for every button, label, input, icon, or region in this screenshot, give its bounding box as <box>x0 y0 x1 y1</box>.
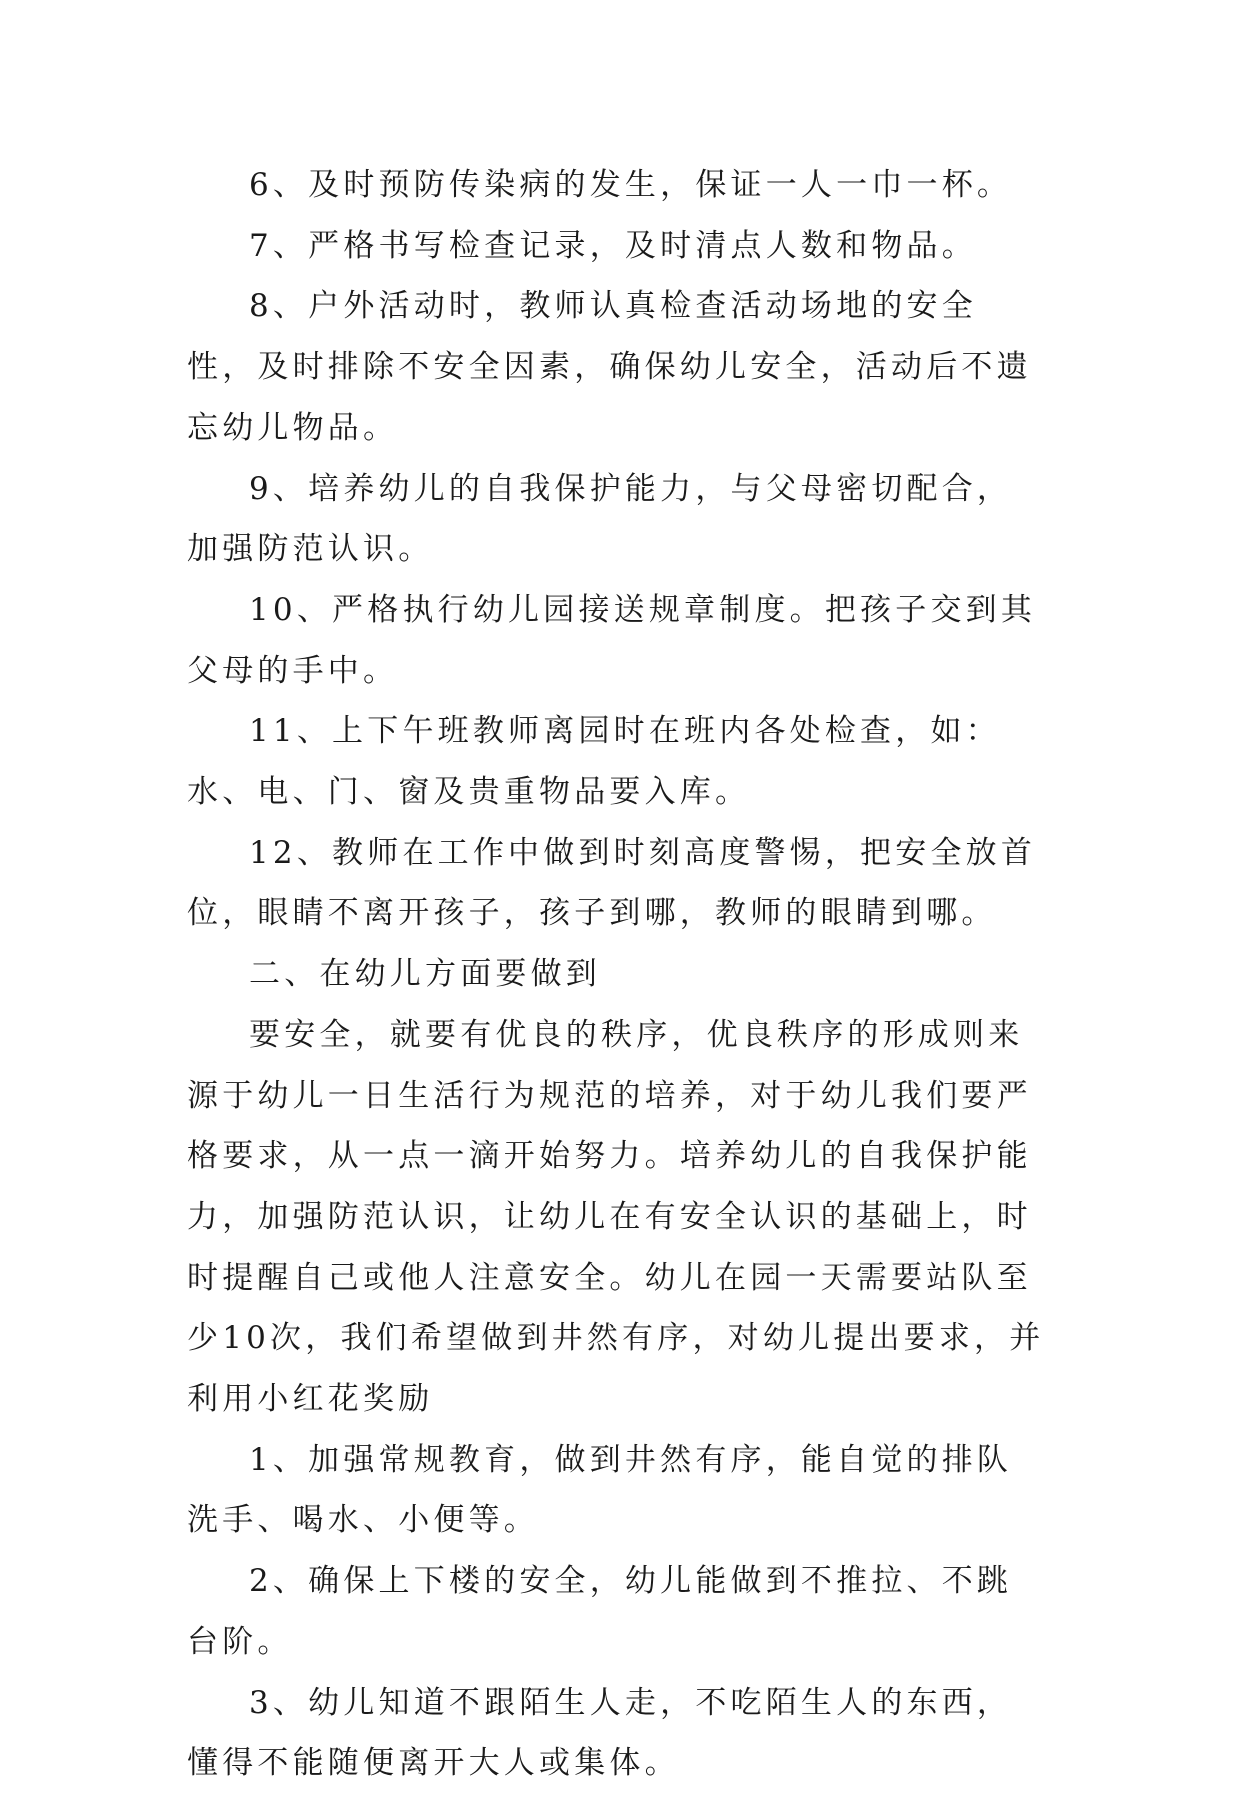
paragraph-item-9: 9、培养幼儿的自我保护能力，与父母密切配合，加强防范认识。 <box>187 470 1013 568</box>
paragraph-item-11: 11、上下午班教师离园时在班内各处检查，如：水、电、门、窗及贵重物品要入库。 <box>187 713 1001 811</box>
paragraph-child-1: 1、加强常规教育，做到井然有序，能自觉的排队洗手、喝水、小便等。 <box>187 1441 1013 1539</box>
paragraph-item-12: 12、教师在工作中做到时刻高度警惕，把安全放首位，眼睛不离开孩子，孩子到哪，教师的眼睛到哪。 <box>187 834 1037 932</box>
paragraph-item-6: 6、及时预防传染病的发生，保证一人一巾一杯。 <box>249 167 1013 203</box>
paragraph-item-7: 7、严格书写检查记录，及时清点人数和物品。 <box>249 227 977 264</box>
paragraph-item-8: 8、户外活动时，教师认真检查活动场地的安全性，及时排除不安全因素，确保幼儿安全，活动后不遗忘幼儿物品。 <box>187 288 1032 446</box>
paragraph-item-10: 10、严格执行幼儿园接送规章制度。把孩子交到其父母的手中。 <box>187 591 1037 689</box>
paragraph-child-2: 2、确保上下楼的安全，幼儿能做到不推拉、不跳台阶。 <box>187 1563 1013 1660</box>
paragraph-child-3: 3、幼儿知道不跟陌生人走，不吃陌生人的东西，懂得不能随便离开大人或集体。 <box>187 1684 1013 1782</box>
section-heading: 二、在幼儿方面要做到 <box>249 956 601 993</box>
document-body <box>187 155 1047 1794</box>
paragraph-intro: 要安全，就要有优良的秩序，优良秩序的形成则来源于幼儿一日生活行为规范的培养，对于幼儿我们要严格要求，从一点一滴开始努力。培养幼儿的自我保护能力，加强防范认识，让幼儿在有安全认识的基础上，时时提醒自己或他人注意安全。幼儿在园一天需要站队至少10次，我们希望做到井然有序，对幼儿提出要求，并利用小红花奖励 <box>187 1016 1045 1418</box>
